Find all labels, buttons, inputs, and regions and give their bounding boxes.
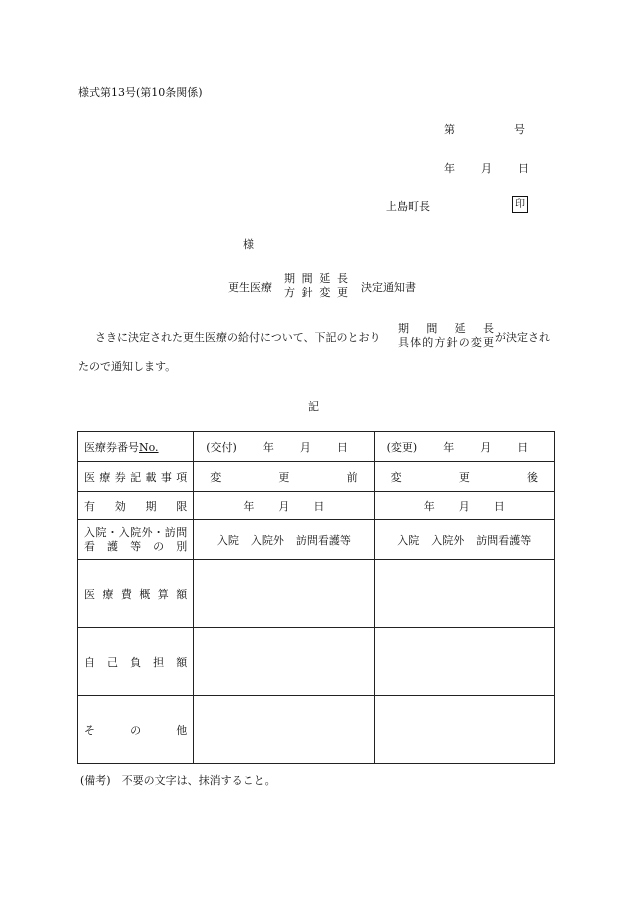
table-row bbox=[78, 432, 555, 462]
document-number-line bbox=[444, 121, 525, 137]
issuer-name: 上島町長 bbox=[386, 200, 430, 213]
copay-label: 自己負担額 bbox=[78, 628, 194, 696]
title-option-policy-change: 方 針 変 更 bbox=[284, 286, 348, 299]
body-option-policy-change: 具体的方針の変更 bbox=[398, 336, 494, 349]
ticket-number-label: 医療券番号No. bbox=[78, 432, 194, 462]
body-option-extension: 期 間 延 長 bbox=[398, 322, 494, 335]
body-options bbox=[398, 322, 494, 350]
after-change-header: 変 更 後 bbox=[374, 462, 554, 492]
date-year: 年 bbox=[444, 162, 455, 175]
other-label: その他 bbox=[78, 696, 194, 764]
before-change-header: 変 更 前 bbox=[194, 462, 374, 492]
other-after bbox=[374, 696, 554, 764]
body-text-line1-end: が決定され bbox=[495, 331, 550, 344]
issue-date-cell: (交付) 年 月 日 bbox=[194, 432, 374, 462]
table-row bbox=[78, 696, 555, 764]
detail-table bbox=[77, 431, 555, 764]
validity-before: 年 月 日 bbox=[194, 492, 374, 520]
title-suffix: 決定通知書 bbox=[361, 281, 416, 294]
cost-estimate-label: 医療費概算額 bbox=[78, 560, 194, 628]
addressee-honorific: 様 bbox=[243, 238, 254, 251]
number-prefix: 第 bbox=[444, 123, 455, 136]
validity-after: 年 月 日 bbox=[374, 492, 554, 520]
date-month: 月 bbox=[481, 162, 492, 175]
title-option-extension: 期 間 延 長 bbox=[284, 272, 348, 285]
ki-heading: 記 bbox=[308, 400, 319, 413]
table-row bbox=[78, 462, 555, 492]
table-row bbox=[78, 492, 555, 520]
care-type-before: 入院 入院外 訪問看護等 bbox=[194, 520, 374, 560]
seal-mark: 印 bbox=[512, 196, 528, 213]
body-text-line2: たので通知します。 bbox=[78, 360, 177, 373]
table-row bbox=[78, 560, 555, 628]
title-prefix: 更生医療 bbox=[228, 281, 272, 294]
issue-date-line bbox=[444, 160, 529, 176]
care-type-after: 入院 入院外 訪問看護等 bbox=[374, 520, 554, 560]
other-before bbox=[194, 696, 374, 764]
cost-estimate-after bbox=[374, 560, 554, 628]
cost-estimate-before bbox=[194, 560, 374, 628]
care-type-label: 入院・入院外・訪問 看護等の別 bbox=[78, 520, 194, 560]
copay-before bbox=[194, 628, 374, 696]
date-day: 日 bbox=[518, 162, 529, 175]
change-date-cell: (変更) 年 月 日 bbox=[374, 432, 554, 462]
remarks-note: (備考) 不要の文字は、抹消すること。 bbox=[80, 774, 276, 787]
table-row bbox=[78, 628, 555, 696]
form-number-label: 様式第13号(第10条関係) bbox=[78, 86, 203, 99]
number-suffix: 号 bbox=[514, 123, 525, 136]
body-text-line1: さきに決定された更生医療の給付について、下記のとおり bbox=[95, 331, 381, 344]
ticket-number-no: No. bbox=[139, 440, 159, 454]
validity-label: 有効期限 bbox=[78, 492, 194, 520]
table-row bbox=[78, 520, 555, 560]
ticket-entries-label: 医療券記載事項 bbox=[78, 462, 194, 492]
title-options bbox=[284, 272, 348, 300]
copay-after bbox=[374, 628, 554, 696]
